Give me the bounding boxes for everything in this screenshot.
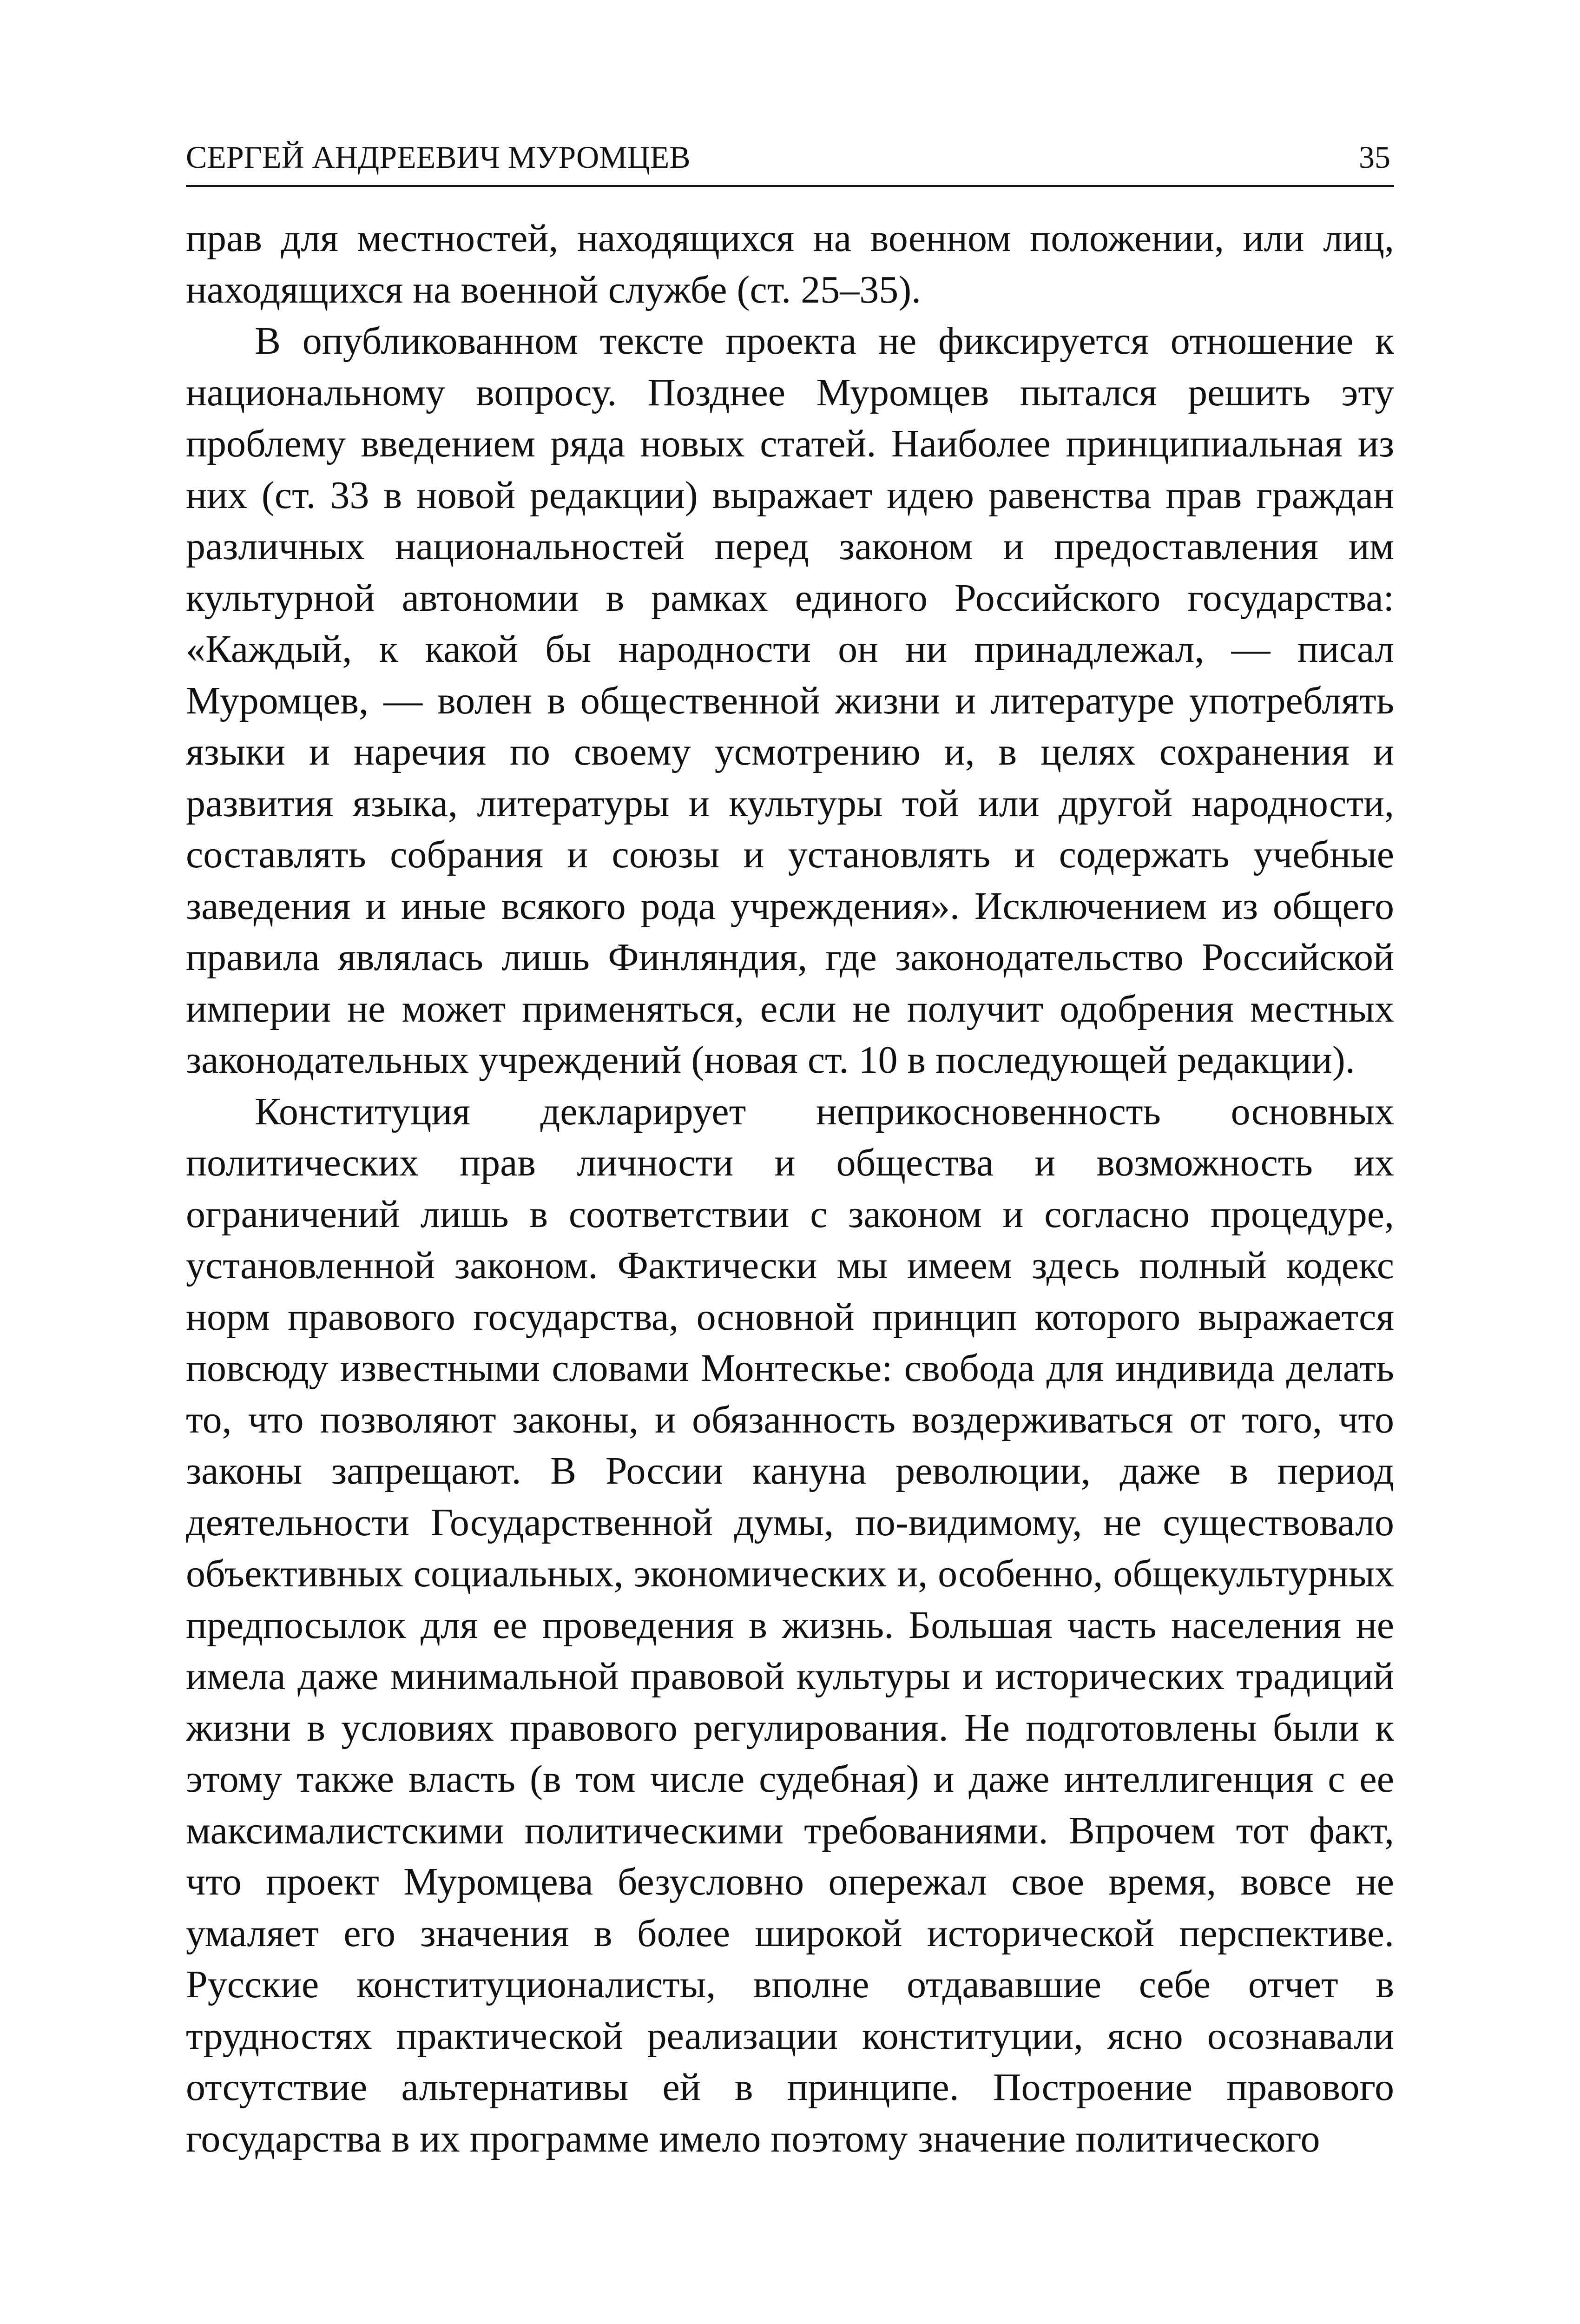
paragraph-constitution: Конституция декларирует неприкосновенность основных политических прав личности и общества и возможность их ограничений лишь в соответствии с законом и согласно процедуре, установленной законом. Фактически мы имеем здесь полный кодекс норм правового государства, основной принцип которого выражается повсюду известными словами Монтескье: свобода для индивида делать то, что позволяют законы, и обязанность воздерживаться от того, что законы запрещают. В России кануна революции, даже в период деятельности Государственной думы, по-видимому, не существовало объективных социальных, экономических и, особенно, общекультурных предпосылок для ее проведения в жизнь. Большая часть населения не имела даже минимальной правовой культуры и исторических традиций жизни в условиях правового регулирования. Не подготовлены были к этому также власть (в том числе судебная) и даже интеллигенция с ее максималистскими политическими требованиями. Впрочем тот факт, что проект Муромцева безусловно опережал свое время, вовсе не умаляет его значения в более широкой исторической перспективе. Русские конституционалисты, вполне отдававшие себе отчет в трудностях практической реализации конституции, ясно осознавали отсутствие альтернативы ей в принципе. Построение правового государства в их программе имело поэтому значение политического [186, 1089, 1394, 2160]
page-number: 35 [1359, 139, 1390, 175]
paragraph-national-question: В опубликованном тексте проекта не фиксируется отношение к национальному вопросу. Позднее Муромцев пытался решить эту проблему введением ряда новых статей. Наиболее принципиальная из них (ст. 33 в новой редакции) выражает идею равенства прав граждан различных национальностей перед законом и предоставления им культурной автономии в рамках единого Российского государства: «Каждый, к какой бы народности он ни принадлежал, — писал Муромцев, — волен в общественной жизни и литературе употреблять языки и наречия по своему усмотрению и, в целях сохранения и развития языка, литературы и культуры той или другой народности, составлять собрания и союзы и установлять и содержать учебные заведения и иные всякого рода учреждения». Исключением из общего правила являлась лишь Финляндия, где законодательство Российской империи не может применяться, если не получит одобрения местных законодательных учреждений (новая ст. 10 в последующей редакции). [186, 319, 1394, 1082]
book-page [186, 125, 1394, 2245]
paragraph-continuation: прав для местностей, находящихся на военном положении, или лиц, находящихся на военной службе (ст. 25–35). [186, 217, 1394, 311]
running-head [186, 125, 1394, 187]
body-text [186, 213, 1394, 2165]
running-title: СЕРГЕЙ АНДРЕЕВИЧ МУРОМЦЕВ [186, 139, 691, 175]
